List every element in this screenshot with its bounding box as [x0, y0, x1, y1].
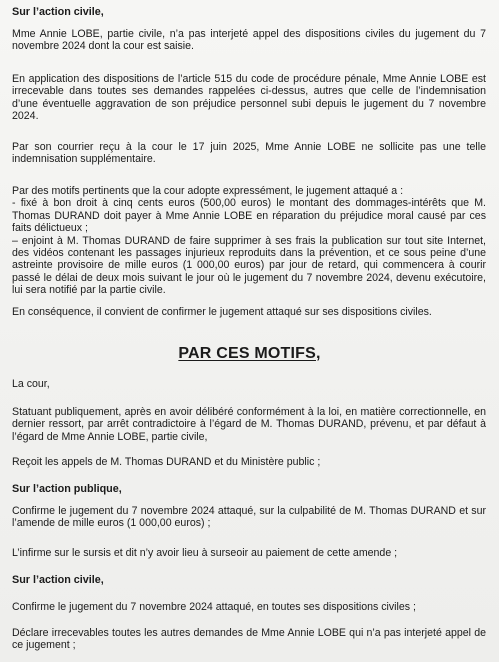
title-text: PAR CES MOTIFS [178, 345, 316, 362]
paragraph-consequence: En conséquence, il convient de confirmer le jugement attaqué sur ses dispositions civiles. [12, 306, 432, 318]
paragraph-statuant: Statuant publiquement, après en avoir délibéré conformément à la loi, en matière correctionnelle, en dernier ressort, par arrêt contradictoire à l’égard de M. Thomas DURAND, prévenu, et par défaut à l’égard de Mme Annie LOBE, partie civile, [12, 406, 486, 443]
section-title-par-ces-motifs [0, 345, 499, 363]
heading-action-publique: Sur l’action publique, [12, 483, 122, 495]
paragraph-la-cour: La cour, [12, 378, 50, 390]
paragraph-courrier-17-juin: Par son courrier reçu à la cour le 17 juin 2025, Mme Annie LOBE ne sollicite pas une telle indemnisation supplémentaire. [12, 141, 486, 166]
paragraph-motifs-pertinents [12, 185, 486, 297]
paragraph-confirme-culpabilite: Confirme le jugement du 7 novembre 2024 attaqué, sur la culpabilité de M. Thomas DURAND et sur l’amende de mille euros (1 000,00 euros) ; [12, 505, 486, 530]
paragraph-declare-irrecevables: Déclare irrecevables toutes les autres demandes de Mme Annie LOBE qui n’a pas interjeté appel de ce jugement ; [12, 627, 486, 652]
motifs-intro: Par des motifs pertinents que la cour adopte expressément, le jugement attaqué a : [12, 185, 404, 197]
paragraph-recoit-appels: Reçoit les appels de M. Thomas DURAND et du Ministère public ; [12, 456, 321, 468]
paragraph-article-515: En application des dispositions de l’article 515 du code de procédure pénale, Mme Annie LOBE est irrecevable dans toutes ses demandes rappelées ci-dessus, autres que celle de l’indemnisation d’une éventuelle aggravation de son préjudice personnel subi depuis le jugement du 7 novembre 2024. [12, 73, 486, 123]
title-comma: , [315, 345, 321, 362]
motifs-item-suppression-videos: – enjoint à M. Thomas DURAND de faire supprimer à ses frais la publication sur tout site Internet, des vidéos contenant les passages injurieux reproduits dans la prévention, et ce sous peine d’une astreinte provisoire de mille euros (1 000,00 euros) par jour de retard, qui commencera à courir passé le délai de deux mois suivant le jour où le jugement du 7 novembre 2024, devenu exécutoire, lui sera notifié par la partie civile. [12, 234, 486, 297]
paragraph-infirme-sursis: L’infirme sur le sursis et dit n’y avoir lieu à surseoir au paiement de cette amende ; [12, 547, 398, 559]
heading-action-civile-1: Sur l’action civile, [12, 6, 104, 18]
paragraph-confirme-dispositions-civiles: Confirme le jugement du 7 novembre 2024 attaqué, en toutes ses dispositions civiles ; [12, 601, 416, 613]
heading-action-civile-2: Sur l’action civile, [12, 574, 104, 586]
paragraph-appel-partie-civile: Mme Annie LOBE, partie civile, n’a pas interjeté appel des dispositions civiles du jugement du 7 novembre 2024 dont la cour est saisie. [12, 28, 486, 53]
motifs-item-dommages-interets: - fixé à bon droit à cinq cents euros (500,00 euros) le montant des dommages-intérêts que M. Thomas DURAND doit payer à Mme Annie LOBE en réparation du préjudice moral causé par ces faits délictueux ; [12, 197, 486, 235]
